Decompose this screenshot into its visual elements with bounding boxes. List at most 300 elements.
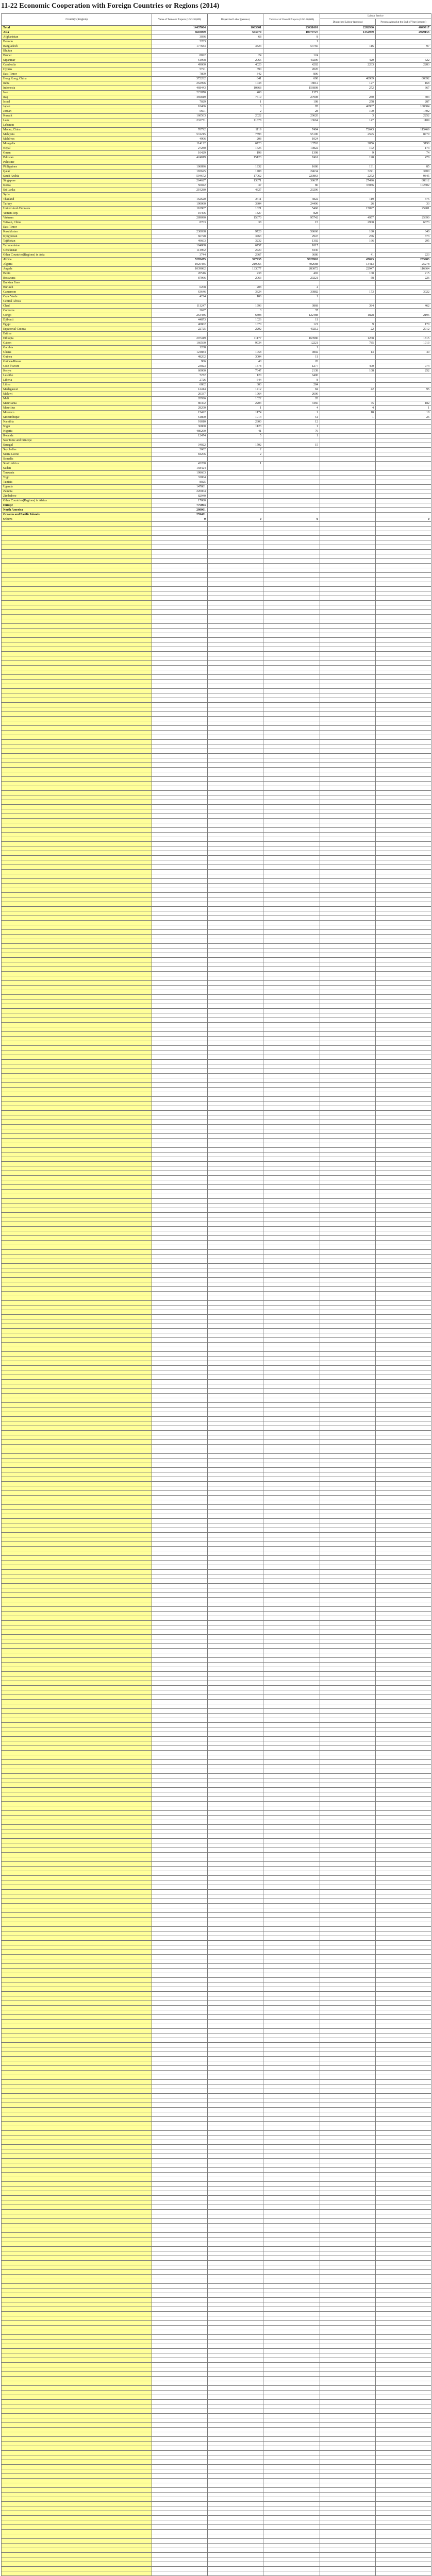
empty-row	[2, 1908, 431, 1913]
empty-cell	[376, 1009, 431, 1013]
table-row	[2, 452, 431, 457]
empty-cell	[376, 1621, 431, 1625]
empty-cell	[208, 2316, 263, 2321]
empty-cell	[208, 1769, 263, 1774]
empty-cell	[263, 944, 320, 948]
empty-cell	[263, 1890, 320, 1894]
table-row	[2, 258, 431, 262]
empty-row	[2, 879, 431, 884]
empty-cell	[2, 1366, 152, 1370]
value-cell: 828	[263, 211, 320, 216]
empty-cell	[320, 689, 376, 693]
value-cell: 468443	[152, 86, 208, 91]
empty-row	[2, 1097, 431, 1101]
value-cell: 478	[376, 156, 431, 160]
empty-cell	[320, 2372, 376, 2377]
value-cell: 785	[320, 341, 376, 346]
empty-cell	[263, 1500, 320, 1505]
empty-cell	[152, 935, 208, 939]
empty-cell	[2, 1329, 152, 1333]
empty-cell	[376, 1301, 431, 1306]
table-row	[2, 86, 431, 91]
empty-cell	[208, 749, 263, 754]
value-cell: 28200	[152, 406, 208, 411]
empty-cell	[376, 907, 431, 911]
empty-row	[2, 1222, 431, 1227]
value-cell: 2947	[263, 234, 320, 239]
empty-cell	[263, 2544, 320, 2548]
empty-cell	[2, 1250, 152, 1255]
empty-row	[2, 1570, 431, 1574]
empty-cell	[152, 2409, 208, 2414]
empty-cell	[152, 1579, 208, 1584]
empty-cell	[320, 1009, 376, 1013]
empty-cell	[263, 2349, 320, 2353]
value-cell: 133077	[208, 267, 263, 272]
empty-cell	[263, 2446, 320, 2451]
empty-cell	[320, 680, 376, 684]
empty-cell	[208, 2029, 263, 2033]
empty-cell	[320, 1111, 376, 1115]
empty-cell	[2, 1876, 152, 1880]
empty-cell	[208, 1876, 263, 1880]
empty-cell	[2, 2307, 152, 2312]
empty-cell	[376, 1908, 431, 1913]
value-cell: 1017	[263, 244, 320, 248]
value-cell: 76	[263, 429, 320, 434]
empty-cell	[2, 1612, 152, 1616]
empty-row	[2, 1523, 431, 1528]
empty-cell	[320, 675, 376, 680]
empty-cell	[320, 1412, 376, 1417]
empty-cell	[263, 1106, 320, 1111]
empty-cell	[2, 527, 152, 531]
empty-row	[2, 749, 431, 754]
empty-cell	[208, 805, 263, 809]
empty-cell	[152, 1408, 208, 1412]
empty-cell	[376, 2404, 431, 2409]
empty-cell	[320, 2084, 376, 2089]
empty-cell	[152, 2437, 208, 2442]
empty-cell	[152, 1811, 208, 1816]
value-cell: 7593	[208, 132, 263, 137]
value-cell: 3232	[208, 239, 263, 244]
empty-cell	[208, 531, 263, 536]
value-cell	[376, 211, 431, 216]
empty-cell	[2, 2469, 152, 2474]
empty-row	[2, 2432, 431, 2437]
empty-cell	[376, 1027, 431, 1032]
value-cell	[263, 438, 320, 443]
value-cell: 100	[320, 272, 376, 276]
table-row	[2, 517, 431, 522]
empty-cell	[263, 1843, 320, 1848]
empty-cell	[208, 1899, 263, 1904]
empty-cell	[263, 2377, 320, 2381]
empty-row	[2, 615, 431, 619]
table-row	[2, 193, 431, 197]
country-name-cell: Eritrea	[2, 332, 152, 336]
empty-cell	[152, 1282, 208, 1287]
empty-cell	[208, 1788, 263, 1792]
value-cell: 1502	[208, 443, 263, 448]
empty-cell	[208, 1143, 263, 1148]
empty-cell	[208, 1751, 263, 1755]
empty-row	[2, 2423, 431, 2428]
empty-cell	[208, 2474, 263, 2479]
empty-cell	[263, 522, 320, 527]
empty-cell	[263, 1727, 320, 1732]
empty-cell	[208, 2024, 263, 2029]
empty-cell	[208, 902, 263, 907]
table-row	[2, 267, 431, 272]
empty-cell	[376, 2353, 431, 2358]
value-cell: 304	[376, 95, 431, 100]
value-cell: 24634	[263, 170, 320, 174]
empty-cell	[152, 2275, 208, 2279]
empty-cell	[376, 2006, 431, 2010]
value-cell: 1686	[263, 165, 320, 170]
country-name-cell: United Arab Emirates	[2, 207, 152, 211]
empty-cell	[376, 2145, 431, 2149]
empty-cell	[263, 888, 320, 893]
empty-cell	[320, 2284, 376, 2289]
empty-row	[2, 559, 431, 564]
empty-cell	[2, 763, 152, 768]
empty-cell	[263, 1194, 320, 1199]
empty-row	[2, 1092, 431, 1097]
empty-cell	[208, 731, 263, 735]
empty-cell	[2, 1853, 152, 1857]
empty-cell	[152, 703, 208, 707]
table-row	[2, 248, 431, 253]
empty-cell	[152, 1398, 208, 1403]
empty-row	[2, 582, 431, 587]
empty-cell	[376, 1078, 431, 1083]
empty-cell	[320, 2122, 376, 2126]
empty-row	[2, 1278, 431, 1282]
empty-row	[2, 2386, 431, 2391]
empty-cell	[263, 2219, 320, 2224]
empty-cell	[376, 2224, 431, 2228]
empty-cell	[320, 582, 376, 587]
empty-cell	[376, 1199, 431, 1204]
empty-cell	[2, 1129, 152, 1134]
empty-cell	[208, 582, 263, 587]
empty-cell	[208, 2502, 263, 2506]
empty-cell	[376, 2553, 431, 2557]
empty-row	[2, 2182, 431, 2187]
country-name-cell: Macau, China	[2, 128, 152, 132]
empty-cell	[2, 1936, 152, 1941]
empty-cell	[2, 814, 152, 819]
empty-cell	[263, 925, 320, 930]
empty-cell	[2, 1950, 152, 1955]
value-cell	[152, 123, 208, 128]
empty-cell	[376, 2465, 431, 2469]
value-cell	[376, 485, 431, 489]
empty-cell	[320, 1672, 376, 1676]
empty-cell	[263, 1547, 320, 1551]
empty-row	[2, 684, 431, 689]
empty-cell	[376, 1533, 431, 1537]
value-cell	[376, 383, 431, 387]
empty-cell	[263, 2312, 320, 2316]
empty-cell	[152, 666, 208, 670]
empty-cell	[2, 1023, 152, 1027]
empty-cell	[263, 1788, 320, 1792]
empty-row	[2, 911, 431, 916]
empty-cell	[320, 1445, 376, 1449]
empty-row	[2, 1347, 431, 1352]
country-name-cell: Philippines	[2, 165, 152, 170]
empty-cell	[376, 675, 431, 680]
empty-cell	[2, 2057, 152, 2061]
empty-row	[2, 2071, 431, 2075]
empty-cell	[2, 1431, 152, 1435]
empty-row	[2, 1055, 431, 1060]
empty-cell	[263, 2400, 320, 2404]
empty-cell	[208, 1672, 263, 1676]
empty-cell	[208, 1287, 263, 1292]
value-cell: 108	[263, 100, 320, 105]
country-name-cell: Taiwan, China	[2, 221, 152, 225]
empty-cell	[2, 1417, 152, 1421]
empty-cell	[208, 1528, 263, 1533]
empty-cell	[263, 1649, 320, 1653]
empty-cell	[152, 1922, 208, 1927]
empty-cell	[320, 2108, 376, 2112]
empty-cell	[208, 2200, 263, 2205]
empty-cell	[320, 1959, 376, 1964]
empty-cell	[152, 1987, 208, 1992]
value-cell: 1119	[208, 128, 263, 132]
empty-cell	[208, 1996, 263, 2001]
empty-cell	[208, 1204, 263, 1208]
country-name-cell: South Africa	[2, 462, 152, 466]
empty-cell	[320, 1055, 376, 1060]
empty-cell	[208, 2219, 263, 2224]
empty-cell	[263, 2066, 320, 2071]
value-cell	[263, 471, 320, 476]
empty-cell	[152, 1843, 208, 1848]
empty-row	[2, 2321, 431, 2326]
table-row	[2, 30, 431, 35]
value-cell: 8025	[152, 480, 208, 485]
empty-cell	[208, 893, 263, 897]
empty-row	[2, 550, 431, 554]
empty-cell	[2, 689, 152, 693]
empty-cell	[263, 1853, 320, 1857]
empty-cell	[208, 2488, 263, 2493]
empty-cell	[2, 2557, 152, 2562]
empty-row	[2, 2279, 431, 2284]
empty-cell	[320, 1658, 376, 1663]
empty-cell	[208, 2349, 263, 2353]
empty-cell	[208, 1449, 263, 1454]
empty-cell	[2, 2214, 152, 2219]
empty-cell	[376, 805, 431, 809]
empty-cell	[376, 2080, 431, 2084]
empty-cell	[320, 1078, 376, 1083]
empty-cell	[2, 550, 152, 554]
empty-row	[2, 1681, 431, 1686]
country-name-cell: Saudi Arabia	[2, 174, 152, 179]
empty-cell	[152, 1301, 208, 1306]
empty-cell	[320, 2307, 376, 2312]
empty-cell	[208, 1055, 263, 1060]
empty-cell	[2, 2261, 152, 2265]
empty-cell	[2, 1046, 152, 1050]
empty-cell	[320, 1370, 376, 1375]
empty-cell	[152, 2530, 208, 2534]
empty-row	[2, 2154, 431, 2159]
empty-cell	[263, 1899, 320, 1904]
empty-cell	[208, 870, 263, 874]
empty-cell	[263, 2247, 320, 2251]
country-name-cell: Mauritania	[2, 401, 152, 406]
empty-cell	[152, 2098, 208, 2103]
empty-cell	[376, 1050, 431, 1055]
empty-cell	[376, 1514, 431, 1519]
value-cell	[320, 211, 376, 216]
value-cell	[376, 392, 431, 397]
value-cell: 1109	[376, 118, 431, 123]
empty-cell	[152, 2163, 208, 2168]
empty-row	[2, 1913, 431, 1918]
empty-cell	[263, 1709, 320, 1714]
empty-cell	[320, 2437, 376, 2442]
empty-cell	[208, 1013, 263, 1018]
empty-cell	[152, 1945, 208, 1950]
value-cell: 173	[320, 290, 376, 295]
value-cell: 32004	[152, 476, 208, 480]
header-turnover-value: Turnover of Overall Projects (USD 10,000)	[263, 14, 320, 26]
value-cell: 18012	[263, 81, 320, 86]
empty-cell	[263, 1417, 320, 1421]
value-cell: 22725	[152, 327, 208, 332]
value-cell: 23206	[263, 188, 320, 193]
empty-cell	[2, 777, 152, 782]
empty-cell	[152, 1004, 208, 1009]
empty-cell	[152, 1769, 208, 1774]
empty-cell	[320, 2001, 376, 2006]
value-cell: 2203	[208, 401, 263, 406]
data-table-container	[1, 13, 431, 2576]
empty-cell	[376, 1927, 431, 1931]
empty-cell	[320, 2071, 376, 2075]
empty-cell	[320, 2177, 376, 2182]
empty-cell	[2, 2033, 152, 2038]
empty-cell	[263, 1143, 320, 1148]
empty-cell	[320, 1904, 376, 1908]
country-name-cell: Uzbekistan	[2, 248, 152, 253]
value-cell: 8763	[152, 221, 208, 225]
value-cell: 114122	[152, 142, 208, 146]
empty-row	[2, 1185, 431, 1190]
empty-cell	[263, 1268, 320, 1273]
empty-cell	[263, 1343, 320, 1347]
empty-cell	[263, 1153, 320, 1157]
empty-cell	[208, 1027, 263, 1032]
empty-cell	[2, 2437, 152, 2442]
empty-cell	[152, 1598, 208, 1602]
empty-cell	[152, 2015, 208, 2020]
empty-cell	[320, 1347, 376, 1352]
value-cell	[263, 457, 320, 462]
empty-row	[2, 2562, 431, 2567]
empty-cell	[208, 1579, 263, 1584]
country-name-cell: Brunei	[2, 54, 152, 58]
value-cell: 100604	[376, 105, 431, 109]
empty-cell	[208, 2414, 263, 2418]
value-cell	[376, 397, 431, 401]
value-cell: 160563	[152, 114, 208, 118]
empty-cell	[208, 2191, 263, 2196]
empty-row	[2, 1329, 431, 1333]
empty-cell	[320, 744, 376, 749]
empty-cell	[320, 1996, 376, 2001]
empty-cell	[152, 591, 208, 596]
empty-cell	[2, 1403, 152, 1408]
empty-cell	[376, 2214, 431, 2219]
empty-cell	[152, 1584, 208, 1588]
empty-cell	[320, 2386, 376, 2391]
empty-row	[2, 1143, 431, 1148]
empty-cell	[152, 1199, 208, 1204]
empty-cell	[152, 2391, 208, 2395]
country-name-cell: Afghanistan	[2, 35, 152, 40]
empty-cell	[263, 1945, 320, 1950]
country-name-cell: Bhutan	[2, 49, 152, 54]
empty-cell	[208, 744, 263, 749]
empty-cell	[376, 1222, 431, 1227]
empty-cell	[2, 939, 152, 944]
empty-cell	[263, 2270, 320, 2275]
value-cell	[376, 332, 431, 336]
empty-cell	[320, 1556, 376, 1561]
empty-cell	[208, 976, 263, 981]
empty-cell	[320, 2525, 376, 2530]
empty-cell	[2, 2316, 152, 2321]
empty-cell	[2, 2006, 152, 2010]
empty-cell	[208, 591, 263, 596]
empty-cell	[208, 693, 263, 698]
empty-cell	[208, 2307, 263, 2312]
empty-cell	[320, 1231, 376, 1236]
empty-cell	[376, 1843, 431, 1848]
table-row	[2, 225, 431, 230]
empty-cell	[152, 740, 208, 744]
empty-row	[2, 1876, 431, 1880]
empty-cell	[2, 1922, 152, 1927]
country-name-cell: Oman	[2, 151, 152, 156]
value-cell: 424819	[152, 156, 208, 160]
country-name-cell: Syria	[2, 193, 152, 197]
value-cell: 10868	[208, 86, 263, 91]
empty-cell	[320, 2321, 376, 2326]
table-row	[2, 513, 431, 517]
empty-cell	[376, 1630, 431, 1635]
empty-cell	[320, 1927, 376, 1931]
empty-row	[2, 540, 431, 545]
empty-cell	[320, 1639, 376, 1644]
value-cell	[376, 494, 431, 499]
empty-row	[2, 1857, 431, 1862]
empty-cell	[2, 2177, 152, 2182]
empty-cell	[376, 1612, 431, 1616]
empty-cell	[208, 2154, 263, 2159]
